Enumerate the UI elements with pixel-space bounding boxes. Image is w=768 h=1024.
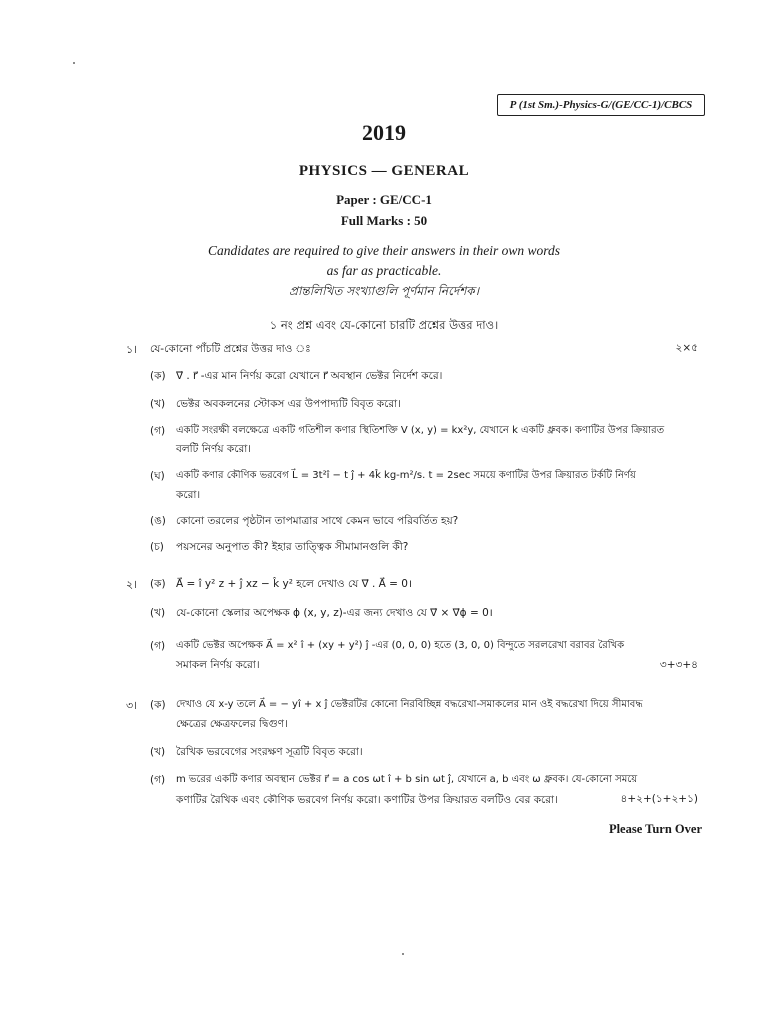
general-instruction: ১ নং প্রশ্ন এবং যে-কোনো চারটি প্রশ্নের উত্তর দাও। xyxy=(269,318,499,332)
q2c-label: (গ) xyxy=(150,640,166,652)
paper-code: Paper : GE/CC-1 xyxy=(336,192,432,207)
q2-marks: ৩+৩+৪ xyxy=(659,659,698,671)
q2a-text: A⃗ = î y² z + ĵ xz − k̂ y² হলে দেখাও যে ∇⃗ . A⃗ = 0। xyxy=(176,578,412,590)
instruction-line-2: as far as practicable. xyxy=(326,263,442,278)
paper-code-box: P (1st Sm.)-Physics-G/(GE/CC-1)/CBCS xyxy=(497,94,705,116)
subject-title: PHYSICS — GENERAL xyxy=(298,163,470,179)
marginal-note: প্রান্তলিখিত সংখ্যাগুলি পূর্ণমান নির্দেশক। xyxy=(288,284,479,298)
q3b-text: রৈখিক ভরবেগের সংরক্ষণ সূত্রটি বিবৃত করো। xyxy=(176,746,363,758)
q1-stem: যে-কোনো পাঁচটি প্রশ্নের উত্তর দাও ঃ xyxy=(150,343,311,355)
q2c-text-line1: একটি ভেক্টর অপেক্ষক A⃗ = x² î + (xy + y²) ĵ -এর (0, 0, 0) হতে (3, 0, 0) বিন্দুতে সরলরেখা বরাবর রৈখিক xyxy=(176,640,625,651)
q1d-text-line2: করো। xyxy=(176,489,201,501)
scan-speck xyxy=(402,953,404,955)
q1b-label: (খ) xyxy=(150,398,166,410)
please-turn-over: Please Turn Over xyxy=(608,822,702,836)
candidate-instruction xyxy=(0,241,768,281)
q3b-label: (খ) xyxy=(150,746,166,758)
q3a-text-line2: ক্ষেত্রের ক্ষেত্রফলের দ্বিগুণ। xyxy=(176,718,288,730)
q1a-text: ∇⃗ . r⃗ -এর মান নির্ণয় করো যেখানে r⃗ অবস্থান ভেক্টর নির্দেশ করে। xyxy=(176,370,443,382)
q1a-label: (ক) xyxy=(150,370,166,382)
scan-speck xyxy=(73,62,75,64)
q1e-text: কোনো তরলের পৃষ্ঠটান তাপমাত্রার সাথে কেমন ভাবে পরিবর্তিত হয়? xyxy=(176,515,459,527)
q3c-text-line2: কণাটির রৈখিক এবং কৌণিক ভরবেগ নির্ণয় করো। কণাটির উপর ক্রিয়ারত বলটিও বের করো। xyxy=(176,794,558,806)
q1f-label: (চ) xyxy=(150,541,164,553)
q1c-label: (গ) xyxy=(150,425,166,437)
instruction-line-1: Candidates are required to give their answers in their own words xyxy=(208,243,560,258)
q1f-text: পয়সনের অনুপাত কী? ইহার তাত্ত্বিক সীমামানগুলি কী? xyxy=(176,541,409,553)
q1e-label: (ঙ) xyxy=(150,515,166,527)
q3a-label: (ক) xyxy=(150,699,166,711)
q1b-text: ভেক্টর অবকলনের স্টোকস এর উপপাদ্যটি বিবৃত করো। xyxy=(176,398,401,410)
q2a-label: (ক) xyxy=(150,578,166,590)
q2c-text-line2: সমাকল নির্ণয় করো। xyxy=(176,659,260,671)
q2b-text: যে-কোনো স্কেলার অপেক্ষক ϕ (x, y, z)-এর জন্য দেখাও যে ∇⃗ × ∇⃗ϕ = 0। xyxy=(176,607,493,619)
q1-number: ১। xyxy=(126,343,138,356)
exam-year: 2019 xyxy=(362,120,406,145)
q1c-text-line2: বলটি নির্ণয় করো। xyxy=(176,443,252,455)
q3c-text-line1: m ভরের একটি কণার অবস্থান ভেক্টর r⃗ = a cos ωt î + b sin ωt ĵ, যেখানে a, b এবং ω ধ্রুবক। যে-কোনো সময়ে xyxy=(176,774,638,785)
q1c-text-line1: একটি সংরক্ষী বলক্ষেত্রে একটি গতিশীল কণার স্থিতিশক্তি V (x, y) = kx²y, যেখানে k একটি ধ্রুবক। কণাটির উপর ক্রিয়ারত xyxy=(176,425,665,436)
q2b-label: (খ) xyxy=(150,607,166,619)
q3a-text-line1: দেখাও যে x-y তলে A⃗ = − yî + x ĵ ভেক্টরটির কোনো নিরবিচ্ছিন্ন বদ্ধরেখা-সমাকলের মান ওই বদ্ধরেখা দিয়ে সীমাবদ্ধ xyxy=(176,699,643,710)
q3-number: ৩। xyxy=(126,699,138,712)
q3c-label: (গ) xyxy=(150,774,166,786)
q1d-text-line1: একটি কণার কৌণিক ভরবেগ L⃗ = 3t²î − t ĵ + 4k̂ kg-m²/s. t = 2sec সময়ে কণাটির উপর ক্রিয়ারত টর্কটি নির্ণয় xyxy=(176,470,636,481)
q2-number: ২। xyxy=(126,578,138,591)
full-marks: Full Marks : 50 xyxy=(340,213,428,228)
q1d-label: (ঘ) xyxy=(150,470,165,482)
q3-marks: ৪+২+(১+২+১) xyxy=(620,793,698,805)
q1-marks: ২×৫ xyxy=(675,342,698,354)
